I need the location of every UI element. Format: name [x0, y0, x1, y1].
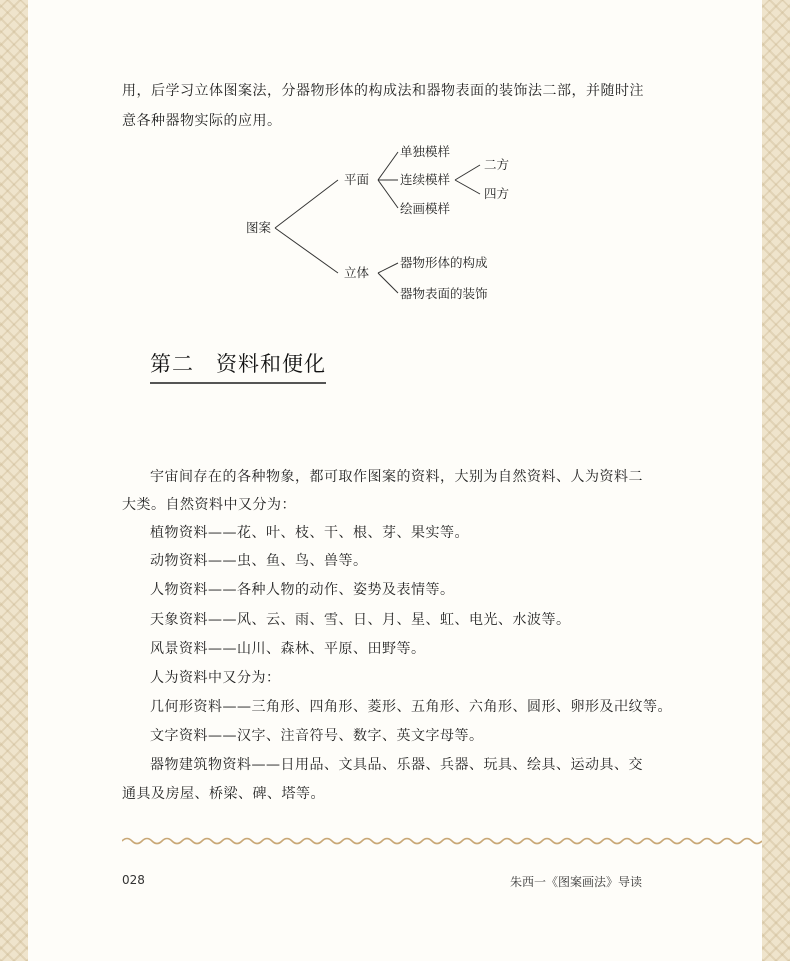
decorative-border-right: [762, 0, 790, 961]
artificial-item-objects: 器物建筑物资料——日用品、文具品、乐器、兵器、玩具、绘具、运动具、交: [150, 757, 643, 773]
artificial-item-geometric: 几何形资料——三角形、四角形、菱形、五角形、六角形、圆形、卵形及卍纹等。: [150, 699, 672, 715]
intro-line-2: 意各种器物实际的应用。: [122, 113, 282, 129]
tree-solid-item-1: 器物形体的构成: [400, 255, 488, 270]
tree-plane-item-2: 连续模样: [400, 172, 451, 187]
running-footer-title: 朱西一《图案画法》导读: [510, 875, 643, 889]
intro-line-1: 用，后学习立体图案法，分器物形体的构成法和器物表面的装饰法二部，并随时注: [122, 83, 644, 99]
tree-plane-item-3: 绘画模样: [400, 201, 451, 216]
natural-item-animals: 动物资料——虫、鱼、鸟、兽等。: [150, 553, 368, 569]
artificial-intro: 人为资料中又分为：: [150, 670, 281, 686]
tree-solid-item-2: 器物表面的装饰: [400, 286, 488, 301]
artificial-item-objects-cont: 通具及房屋、桥梁、碑、塔等。: [122, 786, 325, 802]
decorative-border-left: [0, 0, 28, 961]
tree-continuous-item-1: 二方: [484, 157, 510, 172]
natural-item-people: 人物资料——各种人物的动作、姿势及表情等。: [150, 582, 455, 598]
natural-item-plants: 植物资料——花、叶、枝、干、根、芽、果实等。: [150, 525, 469, 541]
page-number: 028: [122, 873, 145, 887]
para1-line-2: 大类。自然资料中又分为：: [122, 497, 296, 513]
decorative-wave-divider: [122, 834, 762, 848]
tree-continuous-item-2: 四方: [484, 186, 510, 201]
classification-tree-diagram: [230, 138, 520, 310]
tree-root-label: 图案: [246, 220, 272, 235]
tree-plane-item-1: 单独模样: [400, 144, 451, 159]
section-title: 第二 资料和便化: [150, 348, 326, 384]
natural-item-sky: 天象资料——风、云、雨、雪、日、月、星、虹、电光、水波等。: [150, 612, 571, 628]
natural-item-landscape: 风景资料——山川、森林、平原、田野等。: [150, 641, 426, 657]
para1-line-1: 宇宙间存在的各种物象，都可取作图案的资料，大别为自然资料、人为资料二: [150, 469, 643, 485]
artificial-item-text: 文字资料——汉字、注音符号、数字、英文字母等。: [150, 728, 484, 744]
tree-plane-label: 平面: [344, 172, 370, 187]
tree-solid-label: 立体: [344, 265, 370, 280]
